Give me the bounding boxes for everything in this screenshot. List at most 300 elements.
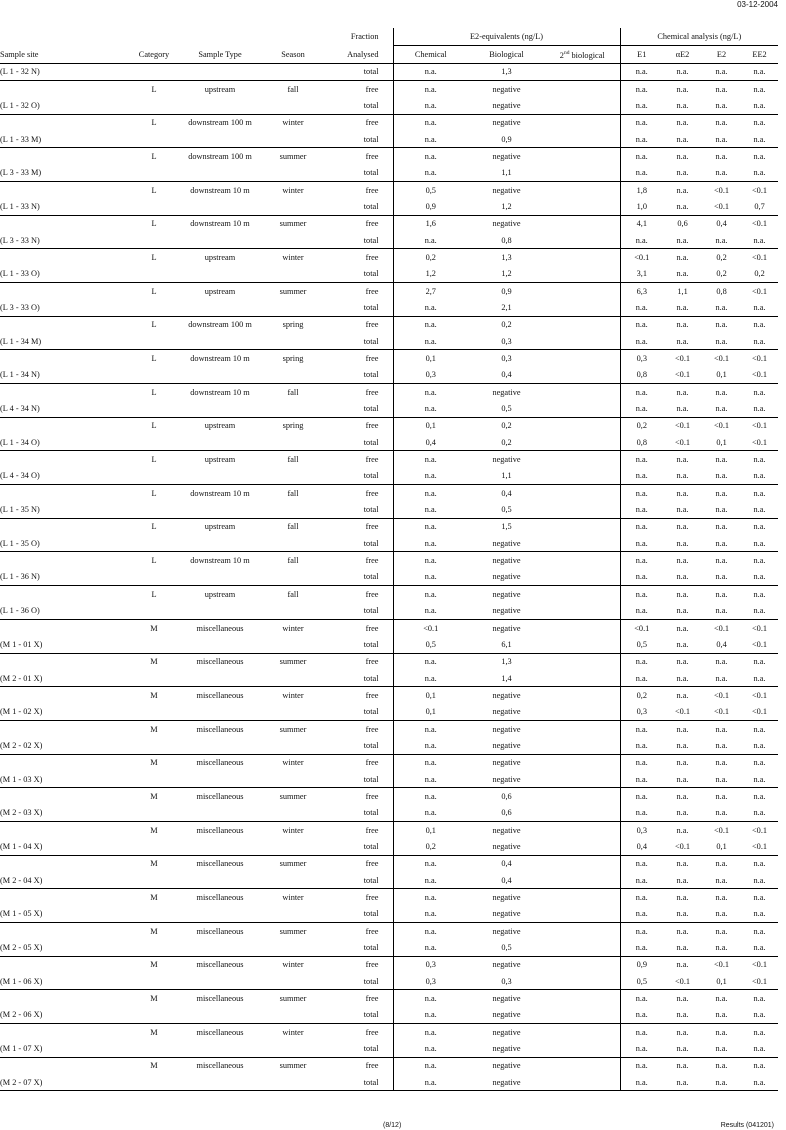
e2-value-cell: n.a.: [715, 404, 728, 414]
sample-type-cell: [178, 771, 262, 788]
second-biological-value-cell: [545, 939, 620, 956]
biological-value-cell: negative: [468, 181, 545, 198]
sample-type-cell: miscellaneous: [178, 619, 262, 636]
sample-site-cell: [0, 114, 130, 131]
category-cell: [130, 1007, 178, 1024]
alpha-e2-value-cell: n.a.: [663, 451, 702, 468]
e2-value-cell: n.a.: [715, 673, 728, 683]
e2-value-cell: n.a.: [715, 235, 728, 245]
second-biological-value-cell: [545, 872, 620, 889]
chemical-value-cell: 1,6: [393, 215, 468, 232]
category-cell: L: [130, 282, 178, 299]
e1-value-cell: n.a.: [620, 720, 663, 737]
chemical-value-cell: n.a.: [424, 875, 437, 885]
season-cell: [262, 535, 324, 552]
ee2-value-cell: n.a.: [741, 788, 778, 805]
biological-value-cell: negative: [468, 754, 545, 771]
second-biological-value-cell: [545, 333, 620, 350]
e1-value-cell: n.a.: [620, 114, 663, 131]
e1-value-cell: n.a.: [635, 943, 648, 953]
category-cell: [130, 973, 178, 990]
e2-value-cell: n.a.: [702, 653, 741, 670]
biological-value-cell: 1,5: [468, 518, 545, 535]
sample-type-cell: [178, 501, 262, 518]
alpha-e2-value-cell: <0.1: [663, 417, 702, 434]
e1-value-cell: 0,3: [636, 707, 647, 717]
season-cell: spring: [262, 316, 324, 333]
chemical-value-cell: n.a.: [393, 1057, 468, 1074]
second-biological-value-cell: [545, 148, 620, 165]
second-biological-value-cell: [545, 249, 620, 266]
header-spacer: [0, 28, 324, 46]
e2-value-cell: 0,4: [716, 639, 727, 649]
ee2-value-cell: <0.1: [741, 249, 778, 266]
alpha-e2-value-cell: 0,6: [663, 215, 702, 232]
alpha-e2-value-cell: n.a.: [663, 518, 702, 535]
table-row: [0, 400, 778, 417]
fraction-cell: total: [324, 64, 393, 81]
sample-type-cell: downstream 10 m: [178, 350, 262, 367]
sample-site-cell: [0, 586, 130, 603]
e1-value-cell: 0,3: [620, 350, 663, 367]
category-cell: [130, 569, 178, 586]
chemical-header: Chemical: [393, 46, 468, 64]
biological-value-cell: negative: [492, 100, 521, 110]
sample-type-cell: upstream: [178, 518, 262, 535]
biological-value-cell: negative: [468, 1024, 545, 1041]
table-row: [0, 1040, 778, 1057]
sample-site-cell: (M 2 - 06 X): [0, 1010, 43, 1020]
alpha-e2-value-cell: <0.1: [675, 437, 691, 447]
category-cell: L: [130, 417, 178, 434]
second-biological-value-cell: [545, 434, 620, 451]
sample-site-cell: [0, 990, 130, 1007]
sample-site-cell: [0, 653, 130, 670]
biological-value-cell: 0,3: [501, 336, 512, 346]
alpha-e2-value-cell: n.a.: [663, 956, 702, 973]
category-cell: [130, 232, 178, 249]
biological-value-cell: 0,9: [468, 282, 545, 299]
sample-site-cell: (L 1 - 33 N): [0, 201, 40, 211]
sample-site-cell: (L 3 - 33 O): [0, 302, 40, 312]
alpha-e2-value-cell: n.a.: [663, 316, 702, 333]
e2-value-cell: n.a.: [702, 788, 741, 805]
e2-value-cell: n.a.: [702, 80, 741, 97]
chemical-value-cell: n.a.: [424, 168, 437, 178]
alpha-e2-value-cell: n.a.: [663, 754, 702, 771]
ee2-value-cell: n.a.: [753, 168, 766, 178]
chemical-value-cell: n.a.: [393, 114, 468, 131]
results-table: [0, 28, 778, 1091]
sample-type-cell: [178, 400, 262, 417]
second-biological-value-cell: [545, 282, 620, 299]
ee2-value-cell: <0.1: [752, 370, 768, 380]
season-cell: [262, 333, 324, 350]
sample-site-cell: (L 1 - 32 O): [0, 100, 40, 110]
alpha-e2-value-cell: n.a.: [676, 336, 689, 346]
sample-type-cell: upstream: [178, 249, 262, 266]
e1-value-cell: n.a.: [635, 909, 648, 919]
fraction-cell: free: [324, 586, 393, 603]
ee2-value-cell: <0.1: [752, 976, 768, 986]
category-cell: [130, 299, 178, 316]
alpha-e2-value-cell: 1,1: [663, 282, 702, 299]
chemical-value-cell: 0,1: [393, 350, 468, 367]
category-cell: L: [130, 249, 178, 266]
biological-value-cell: 0,4: [501, 370, 512, 380]
ee2-value-cell: <0.1: [741, 619, 778, 636]
e1-value-cell: 4,1: [620, 215, 663, 232]
sample-type-cell: [178, 434, 262, 451]
alpha-e2-value-cell: n.a.: [676, 269, 689, 279]
second-biological-value-cell: [545, 215, 620, 232]
sample-site-cell: (M 2 - 02 X): [0, 740, 43, 750]
season-cell: [262, 603, 324, 620]
table-row: [0, 973, 778, 990]
ee2-value-cell: n.a.: [753, 909, 766, 919]
e2-value-cell: n.a.: [702, 1024, 741, 1041]
e1-value-cell: <0.1: [620, 249, 663, 266]
sample-type-cell: [178, 704, 262, 721]
chemical-value-cell: n.a.: [424, 606, 437, 616]
table-row: [0, 687, 778, 704]
alpha-e2-value-cell: n.a.: [663, 384, 702, 401]
e1-value-cell: 1,0: [636, 201, 647, 211]
fraction-cell: free: [324, 485, 393, 502]
ee2-value-cell: n.a.: [741, 754, 778, 771]
table-row: [0, 939, 778, 956]
fraction-cell: total: [324, 232, 393, 249]
second-biological-value-cell: [545, 400, 620, 417]
table-row: [0, 333, 778, 350]
e2-value-cell: 0,4: [702, 215, 741, 232]
sample-site-cell: (M 1 - 04 X): [0, 841, 43, 851]
chemical-value-cell: n.a.: [393, 148, 468, 165]
table-row: [0, 215, 778, 232]
e1-value-cell: n.a.: [620, 1057, 663, 1074]
ee2-value-cell: <0.1: [741, 181, 778, 198]
ee2-value-cell: n.a.: [753, 336, 766, 346]
chemical-value-cell: n.a.: [393, 754, 468, 771]
alpha-e2-value-cell: n.a.: [663, 1074, 702, 1091]
biological-value-cell: negative: [492, 538, 521, 548]
e1-value-cell: n.a.: [635, 505, 648, 515]
sample-type-cell: miscellaneous: [178, 889, 262, 906]
season-cell: [262, 771, 324, 788]
ee2-value-cell: n.a.: [753, 875, 766, 885]
table-row: [0, 670, 778, 687]
biological-value-cell: negative: [468, 451, 545, 468]
e1-value-cell: n.a.: [635, 740, 648, 750]
chemical-value-cell: n.a.: [424, 235, 437, 245]
table-row: [0, 889, 778, 906]
biological-value-cell: negative: [492, 1010, 521, 1020]
alpha-e2-value-cell: n.a.: [663, 855, 702, 872]
sample-type-cell: [178, 468, 262, 485]
fraction-cell: free: [324, 653, 393, 670]
e2-value-cell: n.a.: [702, 451, 741, 468]
ee2-value-cell: n.a.: [753, 134, 766, 144]
chemical-value-cell: n.a.: [424, 336, 437, 346]
table-row: [0, 384, 778, 401]
alpha-e2-value-cell: n.a.: [676, 909, 689, 919]
table-row: [0, 434, 778, 451]
table-row: [0, 569, 778, 586]
table-row: [0, 165, 778, 182]
ee2-value-cell: n.a.: [753, 302, 766, 312]
chemical-value-cell: n.a.: [393, 990, 468, 1007]
biological-value-cell: negative: [468, 1074, 545, 1091]
biological-value-cell: negative: [468, 923, 545, 940]
category-cell: [130, 333, 178, 350]
category-cell: M: [130, 889, 178, 906]
biological-value-cell: negative: [468, 215, 545, 232]
season-cell: winter: [262, 956, 324, 973]
sample-site-cell: [0, 889, 130, 906]
fraction-cell: total: [324, 367, 393, 384]
sample-type-cell: [178, 131, 262, 148]
sample-site-cell: [0, 350, 130, 367]
alpha-e2-value-cell: n.a.: [676, 606, 689, 616]
sample-type-cell: [178, 805, 262, 822]
e2-value-cell: n.a.: [702, 855, 741, 872]
biological-value-cell: negative: [468, 821, 545, 838]
ee2-value-cell: n.a.: [741, 889, 778, 906]
chemical-value-cell: 0,2: [425, 841, 436, 851]
category-cell: [130, 872, 178, 889]
fraction-cell: total: [324, 1007, 393, 1024]
e2-value-cell: n.a.: [715, 774, 728, 784]
e1-value-cell: 3,1: [636, 269, 647, 279]
e2-value-cell: <0.1: [702, 687, 741, 704]
category-cell: M: [130, 821, 178, 838]
second-biological-value-cell: [545, 367, 620, 384]
fraction-cell: total: [324, 872, 393, 889]
alpha-e2-value-cell: n.a.: [663, 114, 702, 131]
season-cell: winter: [262, 821, 324, 838]
fraction-cell: free: [324, 1024, 393, 1041]
sample-type-cell: miscellaneous: [178, 923, 262, 940]
sample-site-cell: [0, 485, 130, 502]
alpha-e2-value-cell: n.a.: [676, 572, 689, 582]
e2-value-cell: n.a.: [702, 114, 741, 131]
fraction-cell: free: [324, 282, 393, 299]
chemical-value-cell: n.a.: [424, 909, 437, 919]
e1-value-cell: n.a.: [620, 316, 663, 333]
ee2-value-cell: n.a.: [741, 653, 778, 670]
alpha-e2-value-cell: n.a.: [676, 875, 689, 885]
sample-type-cell: [178, 97, 262, 114]
season-cell: [262, 232, 324, 249]
ee2-value-cell: <0.1: [741, 215, 778, 232]
second-biological-value-cell: [545, 1074, 620, 1091]
category-cell: [130, 1074, 178, 1091]
season-cell: fall: [262, 451, 324, 468]
e2-value-cell: n.a.: [715, 572, 728, 582]
e1-value-cell: n.a.: [635, 134, 648, 144]
season-cell: [262, 299, 324, 316]
chemical-value-cell: n.a.: [393, 485, 468, 502]
sample-type-cell: downstream 10 m: [178, 215, 262, 232]
biological-value-cell: 1,2: [501, 269, 512, 279]
sample-type-cell: downstream 100 m: [178, 316, 262, 333]
second-biological-value-cell: [545, 97, 620, 114]
e1-value-cell: n.a.: [635, 538, 648, 548]
sample-type-cell: downstream 10 m: [178, 552, 262, 569]
season-cell: winter: [262, 181, 324, 198]
biological-value-cell: 0,3: [468, 350, 545, 367]
category-cell: L: [130, 350, 178, 367]
ee2-value-cell: n.a.: [741, 485, 778, 502]
second-biological-value-cell: [545, 636, 620, 653]
table-row: [0, 80, 778, 97]
sample-type-cell: [178, 906, 262, 923]
second-biological-value-cell: [545, 906, 620, 923]
fraction-cell: total: [324, 939, 393, 956]
e2-value-cell: <0.1: [702, 956, 741, 973]
second-biological-value-cell: [545, 535, 620, 552]
table-row: [0, 249, 778, 266]
e1-value-cell: n.a.: [620, 384, 663, 401]
ee2-value-cell: n.a.: [741, 855, 778, 872]
table-row: [0, 771, 778, 788]
sample-site-cell: [0, 1024, 130, 1041]
alpha-e2-value-cell: n.a.: [663, 619, 702, 636]
second-biological-value-cell: [545, 670, 620, 687]
season-cell: summer: [262, 282, 324, 299]
e1-value-cell: 0,3: [620, 821, 663, 838]
e1-value-cell: 1,8: [620, 181, 663, 198]
table-row: [0, 148, 778, 165]
season-cell: fall: [262, 552, 324, 569]
e1-value-cell: n.a.: [620, 754, 663, 771]
season-cell: summer: [262, 855, 324, 872]
chemical-value-cell: 0,1: [393, 821, 468, 838]
fraction-cell: free: [324, 552, 393, 569]
second-biological-value-cell: [545, 838, 620, 855]
chemical-value-cell: 0,9: [425, 201, 436, 211]
e2-value-cell: n.a.: [715, 134, 728, 144]
season-cell: [262, 670, 324, 687]
e2-value-cell: n.a.: [702, 552, 741, 569]
document-reference: Results (041201): [720, 1122, 774, 1129]
sample-site-cell: (M 1 - 02 X): [0, 707, 43, 717]
chemical-value-cell: 0,4: [425, 437, 436, 447]
sample-type-cell: [178, 535, 262, 552]
table-row: [0, 1057, 778, 1074]
season-cell: [262, 872, 324, 889]
category-cell: [130, 838, 178, 855]
sample-type-cell: [178, 1074, 262, 1091]
e1-value-cell: n.a.: [635, 606, 648, 616]
category-cell: [130, 704, 178, 721]
fraction-cell: total: [324, 97, 393, 114]
sample-site-cell: (M 1 - 05 X): [0, 909, 43, 919]
sample-type-cell: [178, 670, 262, 687]
season-cell: [262, 198, 324, 215]
table-row: [0, 535, 778, 552]
e1-value-cell: n.a.: [620, 990, 663, 1007]
chemical-value-cell: n.a.: [424, 1044, 437, 1054]
sample-type-cell: [178, 737, 262, 754]
e1-value-cell: n.a.: [620, 552, 663, 569]
sample-site-cell: [0, 754, 130, 771]
season-cell: summer: [262, 788, 324, 805]
category-cell: L: [130, 586, 178, 603]
sample-site-cell: (L 1 - 34 O): [0, 437, 40, 447]
alpha-e2-value-cell: n.a.: [676, 404, 689, 414]
sample-site-cell: (L 1 - 34 N): [0, 370, 40, 380]
sample-type-cell: miscellaneous: [178, 990, 262, 1007]
alpha-e2-value-cell: n.a.: [676, 134, 689, 144]
sample-type-cell: downstream 100 m: [178, 114, 262, 131]
e2-value-cell: n.a.: [715, 100, 728, 110]
sample-site-cell: (L 1 - 33 O): [0, 269, 40, 279]
biological-value-cell: negative: [468, 956, 545, 973]
ee2-value-cell: 0,2: [754, 269, 765, 279]
season-cell: [262, 569, 324, 586]
ee2-value-cell: n.a.: [741, 586, 778, 603]
sample-site-cell: (M 2 - 05 X): [0, 943, 43, 953]
table-row: [0, 451, 778, 468]
table-row: [0, 737, 778, 754]
e2-value-cell: 0,1: [716, 437, 727, 447]
e2-value-cell: n.a.: [715, 505, 728, 515]
biological-value-cell: 0,2: [468, 417, 545, 434]
e1-value-cell: n.a.: [620, 485, 663, 502]
page-date: 03-12-2004: [737, 0, 778, 9]
fraction-cell: total: [324, 704, 393, 721]
fraction-cell: free: [324, 720, 393, 737]
ee2-value-cell: n.a.: [753, 606, 766, 616]
ee2-value-cell: <0.1: [752, 639, 768, 649]
biological-value-cell: negative: [468, 80, 545, 97]
chemical-value-cell: n.a.: [393, 316, 468, 333]
fraction-cell: free: [324, 754, 393, 771]
chemical-value-cell: n.a.: [424, 505, 437, 515]
e1-value-cell: 0,8: [636, 370, 647, 380]
season-cell: winter: [262, 249, 324, 266]
sample-site-cell: [0, 855, 130, 872]
sample-type-cell: miscellaneous: [178, 720, 262, 737]
category-cell: [130, 198, 178, 215]
sample-type-cell: miscellaneous: [178, 821, 262, 838]
e1-value-cell: 0,4: [636, 841, 647, 851]
e2-value-cell: 0,1: [716, 976, 727, 986]
e1-value-cell: n.a.: [620, 148, 663, 165]
season-cell: [262, 97, 324, 114]
chemical-value-cell: n.a.: [424, 404, 437, 414]
sample-site-cell: [0, 956, 130, 973]
sample-site-cell: [0, 451, 130, 468]
table-row: [0, 838, 778, 855]
biological-value-cell: negative: [468, 1057, 545, 1074]
chemical-value-cell: 0,5: [393, 181, 468, 198]
sample-site-cell: [0, 215, 130, 232]
second-biological-value-cell: [545, 771, 620, 788]
ee2-value-cell: <0.1: [741, 821, 778, 838]
category-cell: [130, 131, 178, 148]
ee2-value-cell: n.a.: [741, 923, 778, 940]
chemical-value-cell: n.a.: [424, 572, 437, 582]
e1-value-cell: n.a.: [635, 1044, 648, 1054]
second-biological-value-cell: [545, 114, 620, 131]
sample-site-cell: [0, 788, 130, 805]
second-biological-value-cell: [545, 485, 620, 502]
biological-value-cell: negative: [492, 774, 521, 784]
ee2-value-cell: <0.1: [752, 707, 768, 717]
ee2-value-cell: n.a.: [753, 100, 766, 110]
